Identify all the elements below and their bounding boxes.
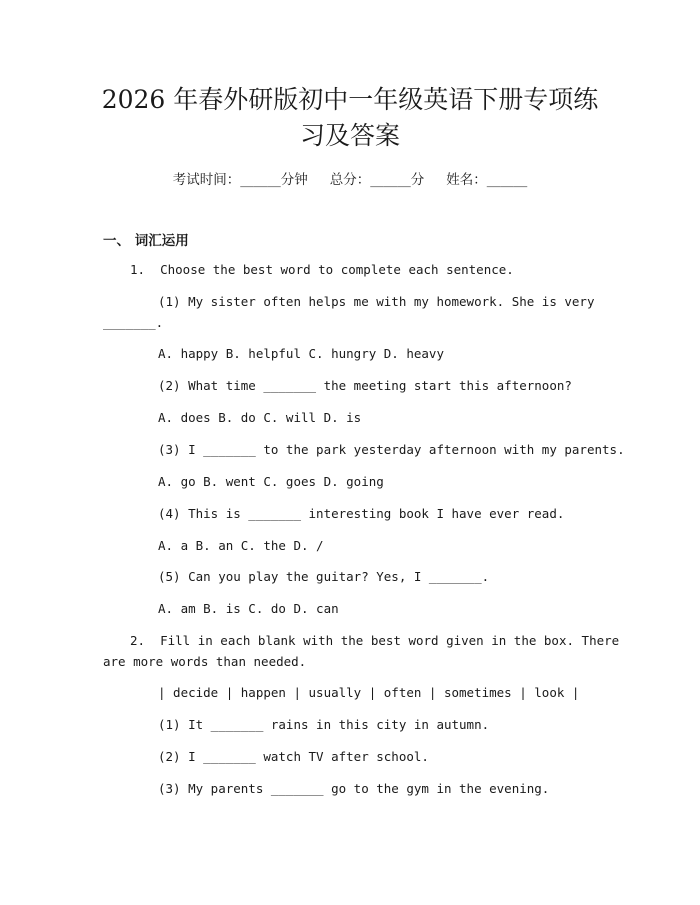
- student-name-field: 姓名：______: [446, 172, 528, 188]
- page-title-line-2: 习及答案: [299, 121, 400, 150]
- q1-item-4-options: A. a B. an C. the D. /: [158, 538, 324, 553]
- q2-item-2: (2) I _______ watch TV after school.: [158, 749, 429, 764]
- exam-score-field: 总分：______分: [329, 172, 425, 188]
- page-title-line-1: 2026 年春外研版初中一年级英语下册专项练: [101, 85, 599, 114]
- q2-instruction: 2. Fill in each blank with the best word given in the box. There: [130, 633, 620, 648]
- q1-item-4-stem: (4) This is _______ interesting book I have ever read.: [158, 506, 565, 521]
- q1-item-5-stem: (5) Can you play the guitar? Yes, I _______.: [158, 569, 490, 584]
- q2-instruction-continued: are more words than needed.: [103, 654, 307, 669]
- q1-item-1-stem-continued: _______.: [103, 315, 164, 330]
- q1-instruction: 1. Choose the best word to complete each sentence.: [130, 262, 514, 277]
- q1-item-2-options: A. does B. do C. will D. is: [158, 410, 362, 425]
- exam-time-field: 考试时间：______分钟: [172, 172, 308, 188]
- q2-item-1: (1) It _______ rains in this city in autumn.: [158, 717, 490, 732]
- q2-item-3: (3) My parents _______ go to the gym in the evening.: [158, 781, 550, 796]
- exam-meta: [0, 168, 700, 188]
- q1-item-5-options: A. am B. is C. do D. can: [158, 601, 339, 616]
- q1-item-2-stem: (2) What time _______ the meeting start this afternoon?: [158, 378, 572, 393]
- q2-word-box: | decide | happen | usually | often | sometimes | look |: [158, 685, 580, 700]
- q1-item-3-options: A. go B. went C. goes D. going: [158, 474, 384, 489]
- section-heading-vocabulary: 一、 词汇运用: [103, 233, 189, 249]
- q1-item-3-stem: (3) I _______ to the park yesterday afternoon with my parents.: [158, 442, 625, 457]
- q1-item-1-options: A. happy B. helpful C. hungry D. heavy: [158, 346, 444, 361]
- q1-item-1-stem: (1) My sister often helps me with my homework. She is very: [158, 294, 595, 309]
